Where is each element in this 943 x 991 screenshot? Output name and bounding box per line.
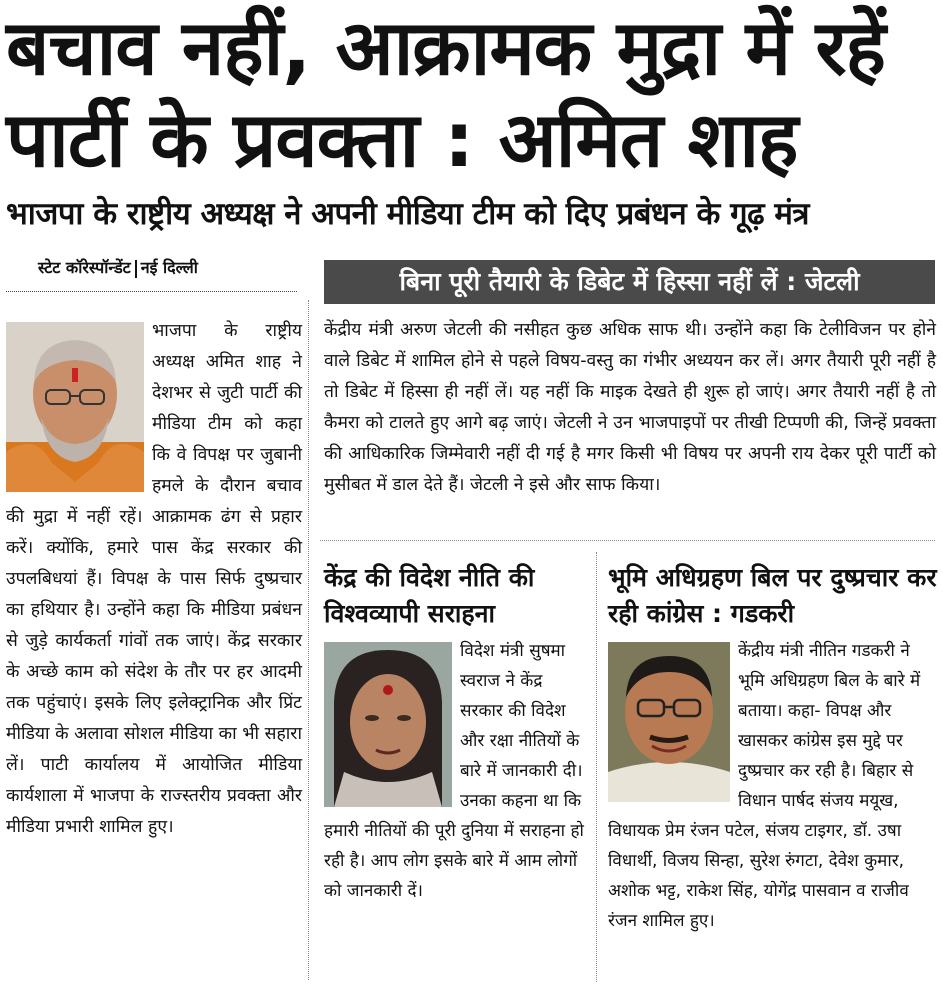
foreign-policy-body: विदेश मंत्री सुषमा स्वराज ने केंद्र सरकार की विदेश और रक्षा नीतियों के बारे में जानकारी दी। उनका कहना था कि हमारी नीतियों की पूरी दुनिया में सराहना हो रही है। आप लोग इसके बारे में आम लोगों को जानकारी दें।: [324, 641, 584, 901]
column-divider: [308, 300, 309, 980]
byline-place: नई दिल्ली: [140, 258, 198, 277]
byline-author: स्टेट कॉरेस्पॉन्डेंट: [38, 258, 131, 277]
byline-rule: [6, 291, 297, 294]
land-bill-story: [608, 560, 938, 936]
foreign-policy-headline: केंद्र की विदेश नीति की विश्वव्यापी सराहना: [324, 563, 535, 628]
foreign-policy-text: [324, 636, 586, 906]
amit-shah-photo: [6, 322, 144, 492]
jaitley-headline: बिना पूरी तैयारी के डिबेट में हिस्सा नहीं लें : जेटली: [324, 260, 935, 304]
nitin-gadkari-photo: [608, 642, 730, 802]
column-divider-lower: [596, 552, 597, 982]
headline: बचाव नहीं, आक्रामक मुद्रा में रहें पार्टी के प्रवक्ता : अमित शाह: [6, 3, 885, 184]
subheadline: भाजपा के राष्ट्रीय अध्यक्ष ने अपनी मीडिया टीम को दिए प्रबंधन के गूढ़ मंत्र: [6, 196, 809, 232]
byline-divider: [135, 260, 137, 278]
section-divider: [320, 540, 935, 541]
foreign-policy-story: [324, 560, 586, 906]
sushma-swaraj-photo: [324, 642, 452, 807]
byline: [38, 256, 198, 278]
main-story: [6, 316, 302, 843]
jaitley-body: केंद्रीय मंत्री अरुण जेटली की नसीहत कुछ अधिक साफ थी। उन्होंने कहा कि टेलीविजन पर होने वाले डिबेट में शामिल होने से पहले विषय-वस्तु का गंभीर अध्ययन कर लें। अगर तैयारी पूरी नहीं है तो डिबेट में हिस्सा ही नहीं लें। यह नहीं कि माइक देखते ही शुरू हो जाएं। अगर तैयारी नहीं है तो कैमरा को टालते हुए आगे बढ़ जाएं। जेटली ने उन भाजपाइपों पर तीखी टिप्पणी की, जिन्हें प्रवक्ता की आधिकारिक जिम्मेवारी नहीं दी गई है मगर किसी भी विषय पर अपनी राय देकर पूरी पार्टी को मुसीबत में डाल देते हैं। जेटली ने इसे और साफ किया।: [324, 320, 936, 495]
main-story-body: भाजपा के राष्ट्रीय अध्यक्ष अमित शाह ने देशभर से जुटी पार्टी की मीडिया टीम को कहा कि वे विपक्ष पर जुबानी हमले के दौरान बचाव की मुद्रा में नहीं रहें। आक्रामक ढंग से प्रहार करें। क्योंकि, हमारे पास केंद्र सरकार की उपलबिधयां हैं। विपक्ष के पास सिर्फ दुष्प्रचार का हथियार है। उन्होंने कहा कि मीडिया प्रबंधन से जुड़े कार्यकर्ता गांवों तक जाएं। केंद्र सरकार के अच्छे काम को संदेश के तौर पर हर आदमी तक पहुंचाएं। इसके लिए इलेक्ट्रानिक और प्रिंट मीडिया के अलावा सोशल मीडिया का भी सहारा लें। पाटी कार्यालय में आयोजित मीडिया कार्यशाला में भाजपा के राज्स्तरीय प्रवक्ता और मीडिया प्रभारी शामिल हुए।: [6, 321, 302, 837]
land-bill-body: केंद्रीय मंत्री नीतिन गडकरी ने भूमि अधिग्रहण बिल के बारे में बताया। कहा- विपक्ष और खासकर कांग्रेस इस मुद्दे पर दुष्प्रचार कर रही है। बिहार से विधान पार्षद संजय मयूख, विधायक प्रेम रंजन पटेल, संजय टाइगर, डॉ. उषा विधार्थी, विजय सिन्हा, सुरेश रुंगटा, देवेश कुमार, अशोक भट्ट, राकेश सिंह, योगेंद्र पासवान व राजीव रंजन शामिल हुए।: [608, 641, 921, 931]
land-bill-text: [608, 636, 938, 936]
land-bill-headline: भूमि अधिग्रहण बिल पर दुष्प्रचार कर रही कांग्रेस : गडकरी: [608, 563, 937, 628]
